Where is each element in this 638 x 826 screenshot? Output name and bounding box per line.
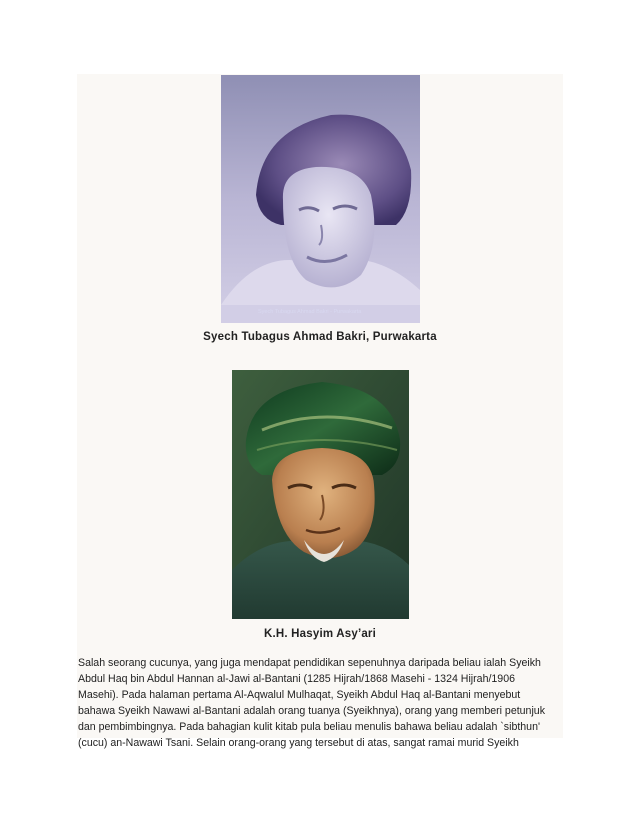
paragraph-line: (cucu) an-Nawawi Tsani. Selain orang-orang yang tersebut di atas, sangat ramai murid Syeikh [78,737,519,750]
paragraph-line: Masehi). Pada halaman pertama Al-Aqwalul Mulhaqat, Syeikh Abdul Haq al-Bantani menyebut [78,689,521,702]
paragraph-line: Abdul Haq bin Abdul Hannan al-Jawi al-Bantani (1285 Hijrah/1868 Masehi - 1324 Hijrah/1906 [78,673,515,686]
paragraph-line: Salah seorang cucunya, yang juga mendapat pendidikan sepenuhnya daripada beliau ialah Syeikh [78,657,541,669]
body-paragraph [78,655,564,752]
figure-caption-1: Syech Tubagus Ahmad Bakri, Purwakarta [203,331,437,343]
portrait-photo-ahmad-bakri [221,75,420,323]
photo-watermark: Syech Tubagus Ahmad Bakri - Purwakarta [258,309,362,315]
paragraph-line: bahawa Syeikh Nawawi al-Bantani adalah orang tuanya (Syeikhnya), orang yang memberi petunjuk [78,705,545,718]
figure-caption-2: K.H. Hasyim Asy’ari [263,628,377,640]
paragraph-line: dan pembimbingnya. Pada bahagian kulit kitab pula beliau menulis bahawa beliau adalah `sibthun' [78,721,540,734]
portrait-photo-hasyim-asyari [232,370,409,619]
